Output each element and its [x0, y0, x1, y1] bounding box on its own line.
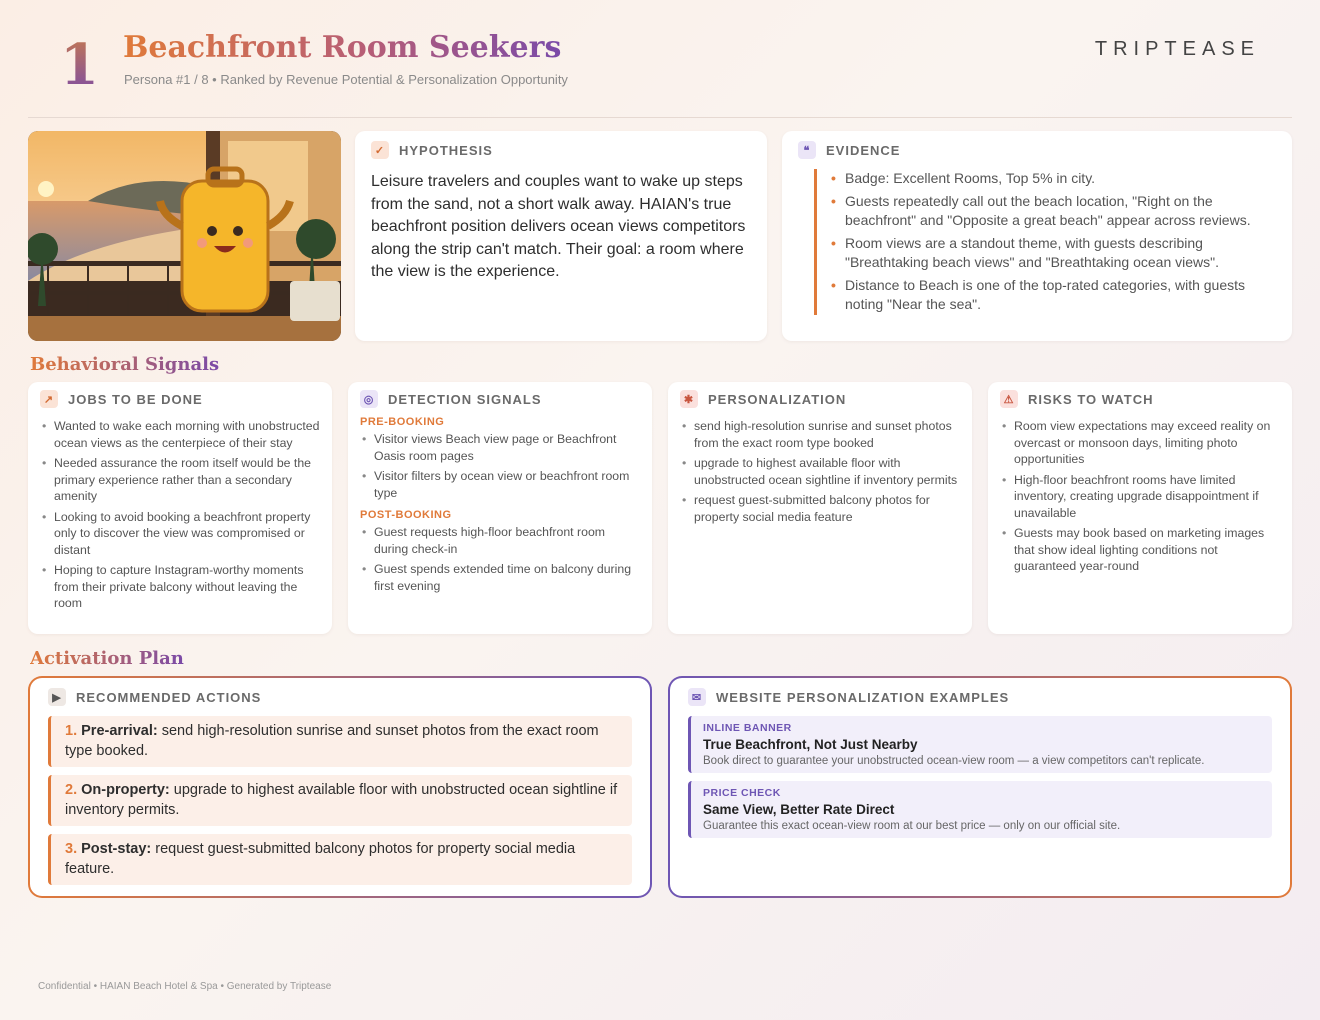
warning-icon: ⚠ [1000, 390, 1018, 408]
list-item: • Visitor filters by ocean view or beachfront room type [360, 468, 640, 501]
hypothesis-text: Leisure travelers and couples want to wake up steps from the sand, not a short walk away. HAIAN's true beachfront position delivers ocean views competitors along the strip can't match. Their goal: a room where the view is the experience. [371, 173, 746, 280]
actions-header [48, 688, 632, 706]
jobs-header [40, 390, 320, 408]
post-booking-label: POST-BOOKING [360, 509, 452, 521]
evidence-card [782, 131, 1292, 341]
hypothesis-label: HYPOTHESIS [399, 142, 493, 158]
personalization-list [680, 418, 960, 525]
evidence-list [814, 169, 1276, 315]
list-item: • request guest-submitted balcony photos for property social media feature [680, 492, 960, 525]
evidence-item: • Room views are a standout theme, with guests describing "Breathtaking beach views" and "Breathtaking ocean views". [831, 234, 1276, 273]
mail-icon: ✉ [688, 688, 706, 706]
page-subtitle: Persona #1 / 8 • Ranked by Revenue Potential & Personalization Opportunity [124, 72, 568, 87]
example-tag: INLINE BANNER [703, 722, 792, 734]
action-text: request guest-submitted balcony photos for property social media feature. [65, 841, 576, 877]
action-label: Post-stay: [81, 841, 152, 857]
example-headline: True Beachfront, Not Just Nearby [703, 737, 918, 752]
action-item [48, 775, 632, 826]
evidence-header [798, 141, 1276, 159]
example-headline: Same View, Better Rate Direct [703, 802, 895, 817]
list-item: • Room view expectations may exceed reality on overcast or monsoon days, limiting photo opportunities [1000, 418, 1280, 468]
personalization-header [680, 390, 960, 408]
brand-logo: TRIPTEASE [1094, 38, 1260, 60]
sparkle-icon: ✱ [680, 390, 698, 408]
risks-header [1000, 390, 1280, 408]
list-item: • Hoping to capture Instagram-worthy moments from their private balcony without leaving the room [40, 562, 320, 612]
play-icon: ▶ [48, 688, 66, 706]
hypothesis-header [371, 141, 751, 159]
quote-icon: ❝ [798, 141, 816, 159]
detection-label: DETECTION SIGNALS [388, 391, 542, 407]
example-body: Book direct to guarantee your unobstructed ocean-view room — a view competitors can't replicate. [703, 755, 1205, 767]
list-item: • Needed assurance the room itself would be the primary experience rather than a secondary amenity [40, 455, 320, 505]
action-item [48, 716, 632, 767]
page-footer: Confidential • HAIAN Beach Hotel & Spa • Generated by Triptease [38, 981, 332, 992]
risks-card [988, 382, 1292, 634]
example-tag: PRICE CHECK [703, 787, 781, 799]
personalization-card [668, 382, 972, 634]
list-item: • Guest spends extended time on balcony during first evening [360, 561, 640, 594]
behavioral-signals-title: Behavioral Signals [30, 354, 220, 375]
list-item: • Looking to avoid booking a beachfront property only to discover the view was compromised or distant [40, 509, 320, 559]
action-label: On-property: [81, 782, 170, 798]
action-number: 2. [65, 782, 78, 798]
jobs-card [28, 382, 332, 634]
detection-card [348, 382, 652, 634]
list-item: • Guests may book based on marketing images that show ideal lighting conditions not guaranteed year-round [1000, 525, 1280, 575]
detection-header [360, 390, 640, 408]
action-number: 3. [65, 841, 78, 857]
persona-number: 1 [60, 32, 99, 98]
evidence-item: • Guests repeatedly call out the beach location, "Right on the beachfront" and "Opposite a great beach" appear across reviews. [831, 192, 1276, 231]
action-number: 1. [65, 723, 78, 739]
risks-label: RISKS TO WATCH [1028, 391, 1154, 407]
personalization-label: PERSONALIZATION [708, 391, 847, 407]
evidence-item: • Distance to Beach is one of the top-rated categories, with guests noting "Near the sea". [831, 276, 1276, 315]
list-item: • upgrade to highest available floor with unobstructed ocean sightline if inventory permits [680, 455, 960, 488]
example-price-check [688, 781, 1272, 838]
hypothesis-card [355, 131, 767, 341]
arrow-up-right-icon: ↗ [40, 390, 58, 408]
jobs-label: JOBS TO BE DONE [68, 391, 203, 407]
action-item [48, 834, 632, 885]
page-header [28, 24, 1292, 118]
action-text: send high-resolution sunrise and sunset photos from the exact room type booked. [65, 723, 599, 759]
check-icon: ✓ [371, 141, 389, 159]
list-item: • High-floor beachfront rooms have limited inventory, creating upgrade disappointment if unavailable [1000, 472, 1280, 522]
page-title: Beachfront Room Seekers [123, 30, 562, 65]
pre-booking-label: PRE-BOOKING [360, 416, 445, 428]
actions-label: RECOMMENDED ACTIONS [76, 689, 262, 705]
examples-header [688, 688, 1272, 706]
jobs-list [40, 418, 320, 612]
target-icon: ◎ [360, 390, 378, 408]
risks-list [1000, 418, 1280, 575]
hero-illustration [28, 131, 341, 341]
pre-booking-list [360, 431, 640, 501]
activation-plan-title: Activation Plan [30, 648, 184, 669]
examples-frame [668, 676, 1292, 898]
list-item: • Visitor views Beach view page or Beachfront Oasis room pages [360, 431, 640, 464]
list-item: • Guest requests high-floor beachfront room during check-in [360, 524, 640, 557]
list-item: • Wanted to wake each morning with unobstructed ocean views as the centerpiece of their stay [40, 418, 320, 451]
action-label: Pre-arrival: [81, 723, 158, 739]
evidence-label: EVIDENCE [826, 142, 901, 158]
example-body: Guarantee this exact ocean-view room at our best price — only on our official site. [703, 820, 1121, 832]
actions-frame [28, 676, 652, 898]
evidence-item: • Badge: Excellent Rooms, Top 5% in city. [831, 169, 1276, 189]
post-booking-list [360, 524, 640, 594]
list-item: • send high-resolution sunrise and sunset photos from the exact room type booked [680, 418, 960, 451]
action-text: upgrade to highest available floor with unobstructed ocean sightline if inventory permits. [65, 782, 618, 818]
example-inline-banner [688, 716, 1272, 773]
examples-label: WEBSITE PERSONALIZATION EXAMPLES [716, 689, 1010, 705]
